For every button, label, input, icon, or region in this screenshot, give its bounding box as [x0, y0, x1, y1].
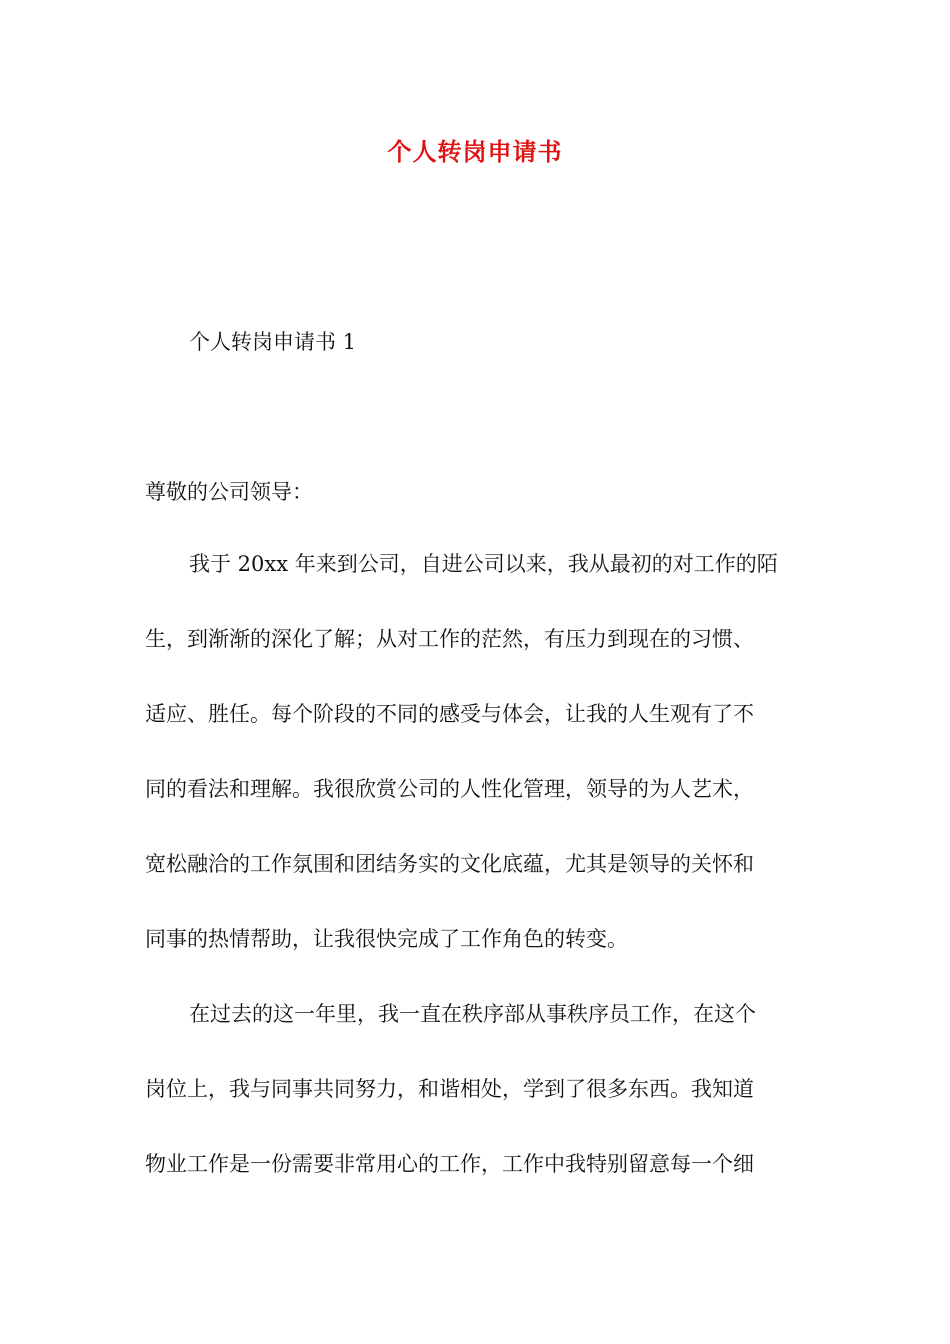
paragraph-line: 同事的热情帮助，让我很快完成了工作角色的转变。 [145, 927, 628, 951]
paragraph-2 [145, 996, 805, 1221]
paragraph-line: 宽松融洽的工作氛围和团结务实的文化底蕴，尤其是领导的关怀和 [145, 852, 754, 876]
paragraph-line: 我于 20xx 年来到公司，自进公司以来，我从最初的对工作的陌 [189, 552, 778, 576]
paragraph-line: 物业工作是一份需要非常用心的工作，工作中我特别留意每一个细 [145, 1152, 754, 1176]
salutation: 尊敬的公司领导： [145, 480, 313, 504]
paragraph-1 [145, 546, 805, 996]
paragraph-line: 生，到渐渐的深化了解；从对工作的茫然，有压力到现在的习惯、 [145, 627, 754, 651]
document-subtitle: 个人转岗申请书 1 [189, 330, 357, 354]
paragraph-line: 在过去的这一年里，我一直在秩序部从事秩序员工作，在这个 [189, 1002, 756, 1026]
paragraph-line: 适应、胜任。每个阶段的不同的感受与体会，让我的人生观有了不 [145, 702, 754, 726]
paragraph-line: 岗位上，我与同事共同努力，和谐相处，学到了很多东西。我知道 [145, 1077, 754, 1101]
paragraph-line: 同的看法和理解。我很欣赏公司的人性化管理，领导的为人艺术， [145, 777, 754, 801]
document-title: 个人转岗申请书 [387, 137, 563, 166]
